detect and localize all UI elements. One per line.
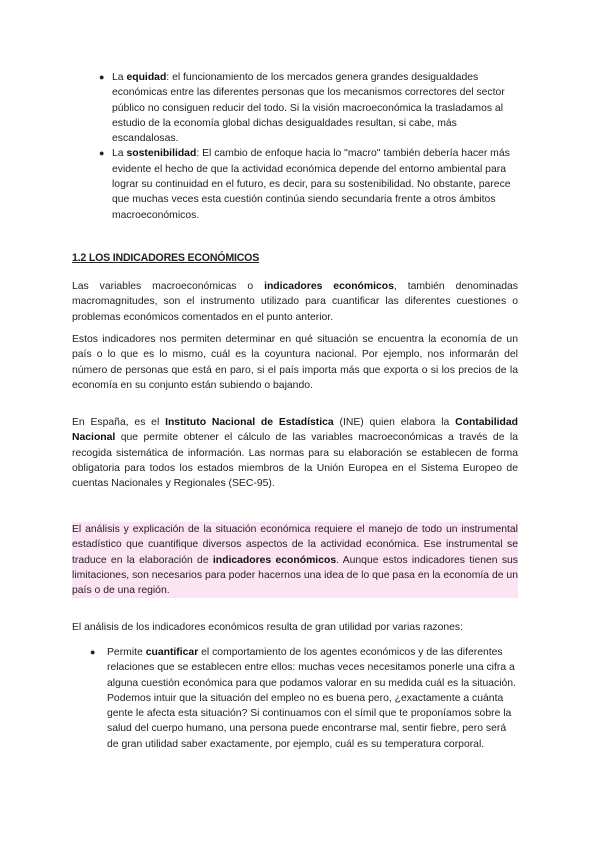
bullet-prefix: La — [112, 72, 127, 83]
bullet-text: : El cambio de enfoque hacia lo "macro" también debería hacer más evidente el hecho de que la actividad económica depende del entorno ambiental para lograr su continuidad en el futuro, es decir, para su sostenibilidad. No obstante, parece que muchas veces esta cuestión continúa siendo secundaria frente a otros ámbitos macroeconómicos. — [112, 148, 511, 221]
paragraph-text: (INE) quien elabora la — [333, 417, 456, 428]
bullet-text: el comportamiento de los agentes económicos y de las diferentes relaciones que se establecen entre ellos: muchas veces necesitamos ponerle una cifra a alguna cuestión económica para que podamos valorar en su medida cuál es la situación. Podemos intuir que la situación del empleo no es buena pero, ¿exactamente a cuánta gente le afecta esta situación? Si continuamos con el símil que te proponíamos sobre la salud del cuerpo humano, una persona puede encontrarse mal, sentir fiebre, pero será de gran utilidad saber exactamente, por ejemplo, cuál es su temperatura corporal. — [107, 647, 516, 750]
paragraph-text: . Aunque estos indicadores tienen sus limitaciones, son necesarios para poder hacernos una idea de lo que pasa en la economía de un país o de una región. — [72, 554, 518, 597]
paragraph-text: En España, es el — [72, 417, 166, 428]
paragraph-ine — [72, 415, 518, 491]
paragraph-text: , también denominadas macromagnitudes, son el instrumento utilizado para cuantificar las diferentes cuestiones o problemas económicos comentados en el punto anterior. — [72, 281, 518, 323]
bullet-icon: ● — [90, 647, 96, 657]
bullet-prefix: La — [112, 148, 127, 160]
bullet-icon: ● — [99, 148, 105, 159]
bullet-bold-term: cuantificar — [145, 647, 199, 658]
paragraph-text: Las variables macroeconómicas o — [72, 281, 265, 292]
paragraph-text: El análisis y explicación de la situación económica requiere el manejo de todo un instrumental estadístico que cuantifique diversos aspectos de la actividad económica. Ese instrumental se traduce en la elaboración de — [72, 524, 518, 566]
bullet-list-bottom — [90, 645, 517, 752]
bullet-text: : el funcionamiento de los mercados genera grandes desigualdades económicas entre las diferentes personas que los mecanismos correctores del sector público no consiguen reducir del todo. Si la visión macroeconómica la trasladamos al estudio de la economía global dichas desigualdades resultan, si cabe, más escandalosas. — [112, 72, 505, 145]
section-heading: 1.2 LOS INDICADORES ECONÓMICOS — [72, 252, 260, 264]
bullet-bold-term: sostenibilidad — [126, 148, 197, 160]
paragraph-coyuntura: Estos indicadores nos permiten determinar en qué situación se encuentra la economía de un país o lo que es lo mismo, cuál es la coyuntura nacional. Por ejemplo, nos informarán del número de personas que está en paro, si el país importa más que exporta o si los precios de la economía en su conjunto están subiendo o bajando. — [72, 334, 518, 391]
paragraph-text: que permite obtener el cálculo de las variables macroeconómicas a través de la recogida sistemática de información. Las normas para su elaboración se establecen de forma obligatoria para todos los estados miembros de la Unión Europea en el Sistema Europeo de cuentas Nacionales y Regionales (SEC-95). — [72, 432, 518, 490]
bold-term: Contabilidad Nacional — [72, 417, 519, 444]
list-item — [99, 146, 524, 222]
bold-term: Instituto Nacional de Estadística — [165, 417, 334, 428]
highlighted-paragraph — [72, 522, 518, 598]
bold-term: indicadores económicos — [212, 554, 337, 566]
bullet-icon: ● — [99, 72, 105, 82]
bullet-list-top — [99, 70, 524, 223]
paragraph-intro — [72, 279, 518, 325]
list-item — [90, 645, 517, 752]
paragraph-razones: El análisis de los indicadores económicos resulta de gran utilidad por varias razones: — [72, 622, 464, 633]
bold-term: indicadores económicos — [264, 281, 394, 292]
bullet-prefix: Permite — [107, 647, 146, 658]
list-item — [99, 70, 524, 146]
bullet-bold-term: equidad — [126, 72, 167, 83]
